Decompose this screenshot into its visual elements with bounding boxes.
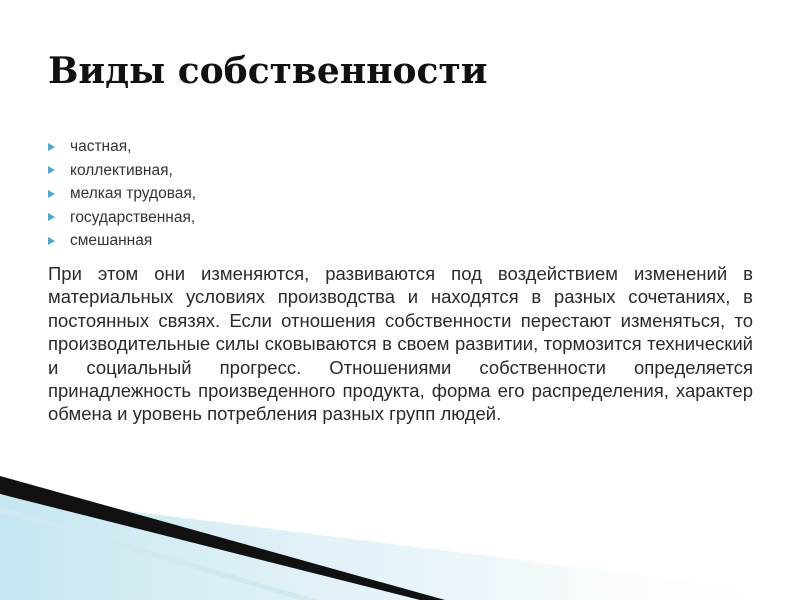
triangle-bullet-icon (48, 237, 55, 245)
bullet-item (48, 159, 196, 183)
bullet-text: смешанная (70, 232, 153, 249)
bullet-text: мелкая трудовая, (70, 185, 197, 202)
bullet-list (48, 135, 196, 253)
body-paragraph: При этом они изменяются, развиваются под воздействием изменений в материальных условиях производства и находятся в разных сочетаниях, в постоянных связях. Если отношения собственности перестают изменяться, то производительные силы сковываются в своем развитии, тормозится технический и социальный прогресс. Отношениями собственности определяется принадлежность произведенного продукта, форма его распределения, характер обмена и уровень потребления разных групп людей. (48, 263, 753, 425)
bullet-item (48, 206, 196, 230)
bullet-text: государственная, (70, 208, 196, 226)
triangle-bullet-icon (48, 143, 55, 151)
slide-title: Виды собственности (48, 50, 488, 92)
bullet-item (48, 182, 196, 206)
bullet-item (48, 135, 196, 159)
triangle-bullet-icon (48, 190, 55, 198)
bullet-item (48, 229, 196, 253)
bullet-text: частная, (70, 138, 132, 155)
triangle-bullet-icon (48, 166, 55, 174)
decorative-stripes (0, 470, 800, 600)
triangle-bullet-icon (48, 213, 55, 221)
bullet-text: коллективная, (70, 161, 173, 179)
